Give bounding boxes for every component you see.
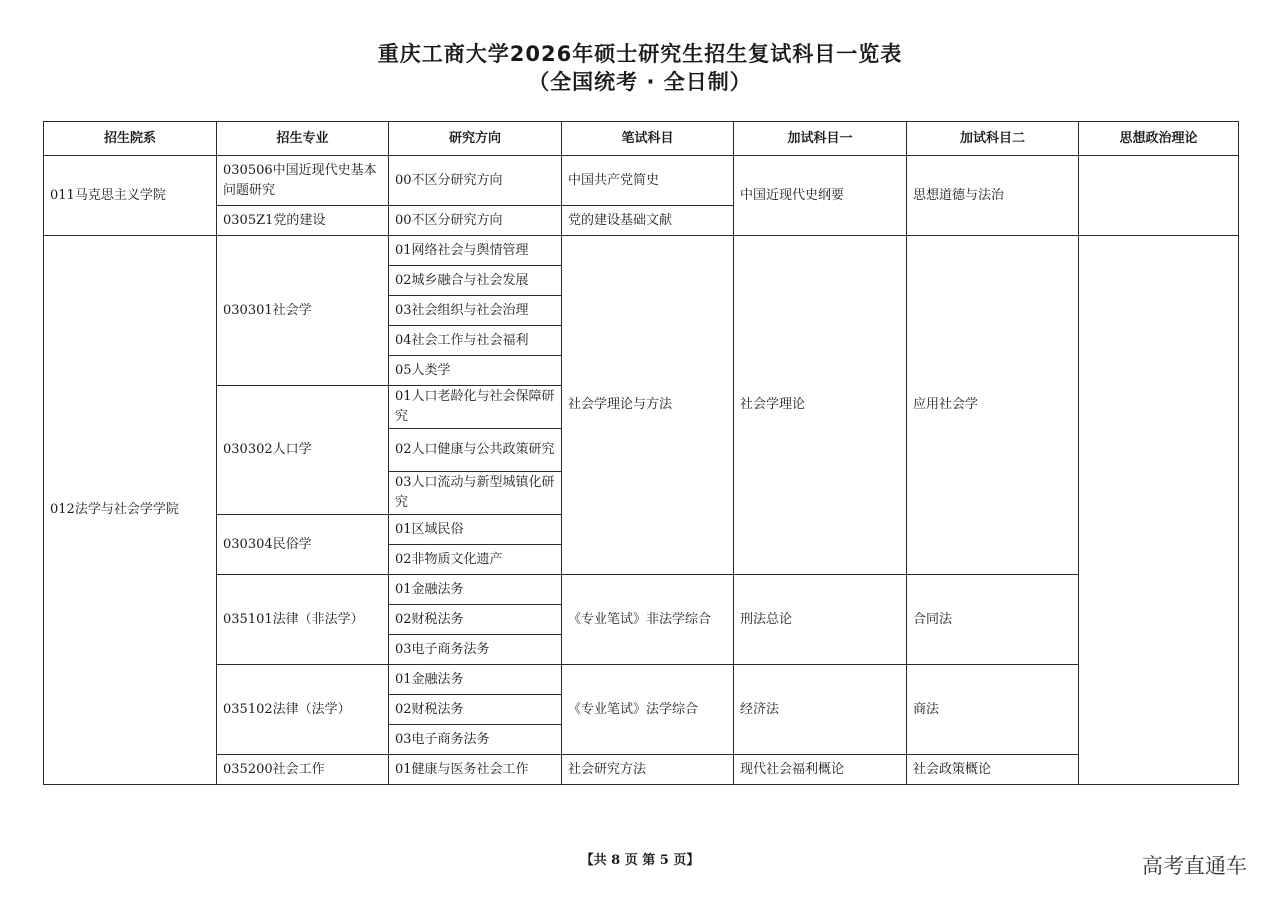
header-politics: 思想政治理论	[1079, 122, 1239, 156]
written-cell: 《专业笔试》非法学综合	[562, 575, 734, 665]
politics-cell	[1079, 236, 1239, 785]
extra1-cell: 经济法	[734, 665, 907, 755]
direction-cell: 02人口健康与公共政策研究	[389, 429, 562, 472]
major-cell: 0305Z1党的建设	[217, 206, 389, 236]
page-number: 【共 8 页 第 5 页】	[580, 853, 700, 868]
direction-cell: 05人类学	[389, 356, 562, 386]
major-cell: 030304民俗学	[217, 515, 389, 575]
extra2-cell: 应用社会学	[907, 236, 1079, 575]
direction-cell: 01区域民俗	[389, 515, 562, 545]
extra2-cell: 社会政策概论	[907, 755, 1079, 785]
exam-subjects-table	[43, 121, 1239, 785]
table-row	[44, 236, 1239, 266]
table-row	[44, 575, 1239, 605]
table-row	[44, 156, 1239, 206]
politics-cell	[1079, 156, 1239, 236]
direction-cell: 01网络社会与舆情管理	[389, 236, 562, 266]
document-subtitle: （全国统考 · 全日制）	[528, 70, 752, 94]
direction-cell: 03电子商务法务	[389, 725, 562, 755]
direction-cell: 02非物质文化遗产	[389, 545, 562, 575]
direction-cell: 01人口老龄化与社会保障研究	[389, 386, 562, 429]
header-direction: 研究方向	[389, 122, 562, 156]
dept-cell: 011马克思主义学院	[44, 156, 217, 236]
direction-cell: 02城乡融合与社会发展	[389, 266, 562, 296]
extra2-cell: 思想道德与法治	[907, 156, 1079, 236]
major-cell: 030301社会学	[217, 236, 389, 386]
written-cell: 社会研究方法	[562, 755, 734, 785]
direction-cell: 01金融法务	[389, 575, 562, 605]
direction-cell: 01健康与医务社会工作	[389, 755, 562, 785]
header-row	[44, 122, 1239, 156]
document-title: 重庆工商大学2026年硕士研究生招生复试科目一览表	[377, 42, 903, 66]
extra1-cell: 现代社会福利概论	[734, 755, 907, 785]
extra2-cell: 合同法	[907, 575, 1079, 665]
direction-cell: 03电子商务法务	[389, 635, 562, 665]
written-cell: 《专业笔试》法学综合	[562, 665, 734, 755]
header-major: 招生专业	[217, 122, 389, 156]
written-cell: 社会学理论与方法	[562, 236, 734, 575]
major-cell: 035102法律（法学）	[217, 665, 389, 755]
written-cell: 中国共产党简史	[562, 156, 734, 206]
direction-cell: 04社会工作与社会福利	[389, 326, 562, 356]
header-extra2: 加试科目二	[907, 122, 1079, 156]
major-cell: 030506中国近现代史基本问题研究	[217, 156, 389, 206]
direction-cell: 02财税法务	[389, 605, 562, 635]
direction-cell: 00不区分研究方向	[389, 156, 562, 206]
direction-cell: 00不区分研究方向	[389, 206, 562, 236]
extra1-cell: 刑法总论	[734, 575, 907, 665]
extra1-cell: 社会学理论	[734, 236, 907, 575]
written-cell: 党的建设基础文献	[562, 206, 734, 236]
direction-cell: 02财税法务	[389, 695, 562, 725]
major-cell: 035101法律（非法学）	[217, 575, 389, 665]
direction-cell: 01金融法务	[389, 665, 562, 695]
table-row	[44, 755, 1239, 785]
extra1-cell: 中国近现代史纲要	[734, 156, 907, 236]
header-extra1: 加试科目一	[734, 122, 907, 156]
header-written: 笔试科目	[562, 122, 734, 156]
major-cell: 030302人口学	[217, 386, 389, 515]
dept-cell: 012法学与社会学学院	[44, 236, 217, 785]
direction-cell: 03社会组织与社会治理	[389, 296, 562, 326]
table-row	[44, 665, 1239, 695]
direction-cell: 03人口流动与新型城镇化研究	[389, 472, 562, 515]
extra2-cell: 商法	[907, 665, 1079, 755]
header-dept: 招生院系	[44, 122, 217, 156]
major-cell: 035200社会工作	[217, 755, 389, 785]
watermark: 高考直通车	[1142, 854, 1247, 878]
